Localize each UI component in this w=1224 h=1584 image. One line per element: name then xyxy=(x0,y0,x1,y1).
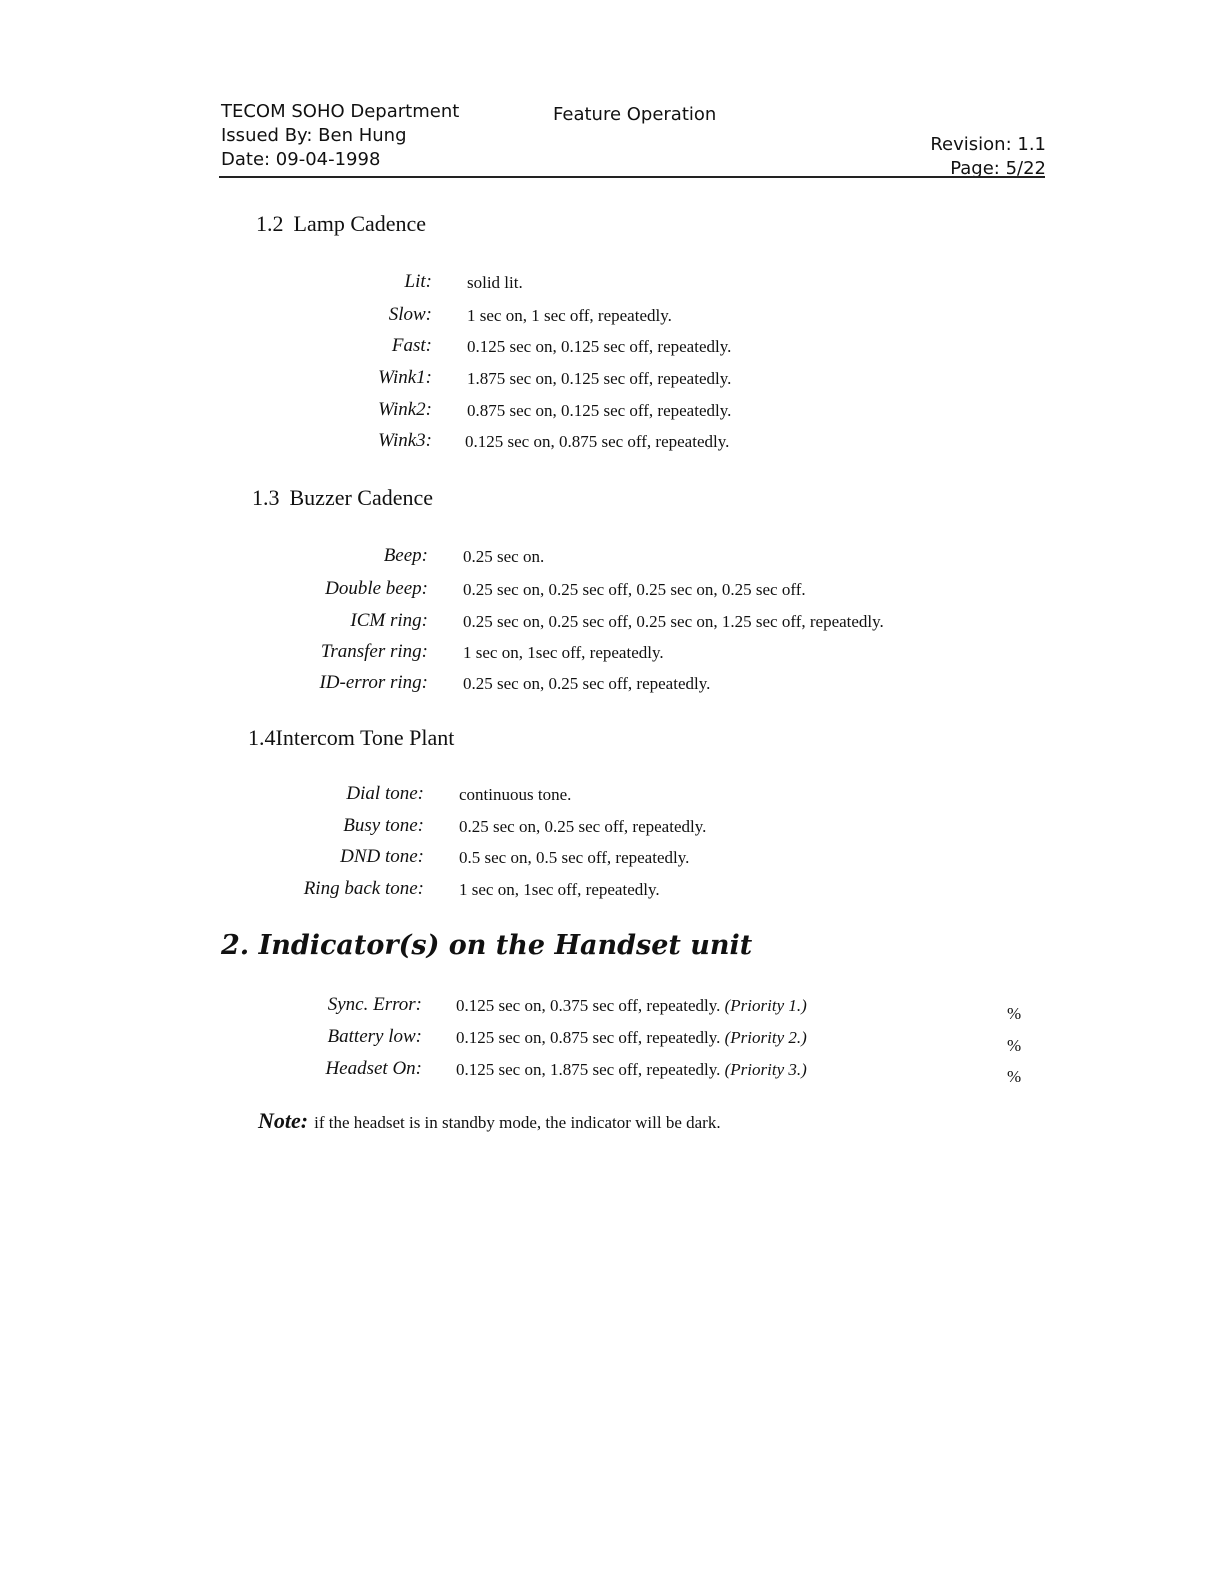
document-title: Feature Operation xyxy=(553,104,717,125)
tone-description: 1 sec on, 1sec off, repeatedly. xyxy=(459,880,660,899)
handset-row xyxy=(0,1026,807,1052)
chapter-heading-handset: 2. Indicator(s) on the Handset unit xyxy=(221,930,753,961)
section-heading-intercom xyxy=(248,725,454,751)
handset-row xyxy=(0,994,807,1020)
date-line: Date: 09-04-1998 xyxy=(221,149,381,170)
header-right-block xyxy=(930,133,1046,181)
cadence-term: Wink2: xyxy=(378,399,432,420)
issued-by-line: Issued By: Ben Hung xyxy=(221,125,407,146)
cadence-term: Fast: xyxy=(391,335,432,356)
section-heading-lamp xyxy=(256,211,426,237)
section-title: Intercom Tone Plant xyxy=(275,725,455,750)
section-number: 1.2 xyxy=(256,211,284,236)
cadence-description: 0.25 sec on, 0.25 sec off, 0.25 sec on, 1.25 sec off, repeatedly. xyxy=(463,612,884,631)
cadence-term: ICM ring: xyxy=(350,610,428,631)
cadence-description: 0.25 sec on, 0.25 sec off, repeatedly. xyxy=(463,674,711,693)
tone-term: DND tone: xyxy=(340,846,424,867)
note-label: Note: xyxy=(258,1108,309,1133)
intercom-row xyxy=(0,846,690,872)
note-text: if the headset is in standby mode, the indicator will be dark. xyxy=(314,1113,721,1132)
cadence-term: Wink3: xyxy=(378,430,432,451)
intercom-row xyxy=(0,815,707,841)
tone-description: continuous tone. xyxy=(459,785,572,804)
cadence-description: 0.125 sec on, 0.875 sec off, repeatedly. xyxy=(465,432,730,451)
cadence-description: 0.25 sec on, 0.25 sec off, 0.25 sec on, 0.25 sec off. xyxy=(463,580,806,599)
cadence-term: Slow: xyxy=(388,304,432,325)
tone-description: 0.25 sec on, 0.25 sec off, repeatedly. xyxy=(459,817,707,836)
tone-term: Ring back tone: xyxy=(303,878,424,899)
indicator-description xyxy=(456,1028,807,1048)
revision-line: Revision: 1.1 xyxy=(930,134,1046,155)
percent-mark: % xyxy=(1007,1067,1022,1086)
note xyxy=(258,1108,721,1134)
lamp-row xyxy=(0,367,732,393)
percent-mark: % xyxy=(1007,1036,1022,1055)
cadence-term: Wink1: xyxy=(378,367,432,388)
indicator-priority: (Priority 1.) xyxy=(724,996,807,1015)
indicator-description xyxy=(456,1060,807,1080)
cadence-description: 0.875 sec on, 0.125 sec off, repeatedly. xyxy=(467,401,732,420)
cadence-description: 1 sec on, 1 sec off, repeatedly. xyxy=(467,306,672,325)
cadence-description: 1.875 sec on, 0.125 sec off, repeatedly. xyxy=(467,369,732,388)
indicator-term: Headset On: xyxy=(325,1058,422,1079)
cadence-description: 0.25 sec on. xyxy=(463,547,545,566)
section-title: Buzzer Cadence xyxy=(289,485,434,510)
department-line: TECOM SOHO Department xyxy=(221,101,460,122)
cadence-description: 1 sec on, 1sec off, repeatedly. xyxy=(463,643,664,662)
indicator-cadence: 0.125 sec on, 0.875 sec off, repeatedly. xyxy=(456,1028,721,1047)
indicator-cadence: 0.125 sec on, 1.875 sec off, repeatedly. xyxy=(456,1060,721,1079)
lamp-row xyxy=(0,399,732,425)
page-number-line: Page: 5/22 xyxy=(950,158,1046,179)
buzzer-row xyxy=(0,545,545,571)
header-left-block xyxy=(221,100,459,172)
section-number: 1.4 xyxy=(248,725,276,750)
section-title: Lamp Cadence xyxy=(293,211,427,236)
indicator-term: Battery low: xyxy=(327,1026,422,1047)
intercom-row xyxy=(0,783,572,809)
lamp-row xyxy=(0,335,732,361)
buzzer-row xyxy=(0,610,884,636)
indicator-priority: (Priority 2.) xyxy=(724,1028,807,1047)
buzzer-row xyxy=(0,641,664,667)
cadence-term: Transfer ring: xyxy=(320,641,428,662)
buzzer-row xyxy=(0,578,806,604)
tone-description: 0.5 sec on, 0.5 sec off, repeatedly. xyxy=(459,848,690,867)
tone-term: Busy tone: xyxy=(343,815,424,836)
cadence-term: Beep: xyxy=(383,545,428,566)
cadence-term: ID-error ring: xyxy=(319,672,428,693)
lamp-row xyxy=(0,430,730,456)
cadence-description: solid lit. xyxy=(467,273,523,292)
indicator-priority: (Priority 3.) xyxy=(724,1060,807,1079)
handset-row xyxy=(0,1058,807,1084)
percent-mark: % xyxy=(1007,1004,1022,1023)
section-heading-buzzer xyxy=(252,485,433,511)
header-divider xyxy=(219,176,1045,178)
section-number: 1.3 xyxy=(252,485,280,510)
lamp-row xyxy=(0,304,672,330)
cadence-term: Double beep: xyxy=(325,578,428,599)
tone-term: Dial tone: xyxy=(346,783,424,804)
cadence-description: 0.125 sec on, 0.125 sec off, repeatedly. xyxy=(467,337,732,356)
cadence-term: Lit: xyxy=(404,271,432,292)
indicator-cadence: 0.125 sec on, 0.375 sec off, repeatedly. xyxy=(456,996,721,1015)
intercom-row xyxy=(0,878,660,904)
indicator-description xyxy=(456,996,807,1016)
buzzer-row xyxy=(0,672,711,698)
lamp-row xyxy=(0,271,523,297)
indicator-term: Sync. Error: xyxy=(327,994,422,1015)
